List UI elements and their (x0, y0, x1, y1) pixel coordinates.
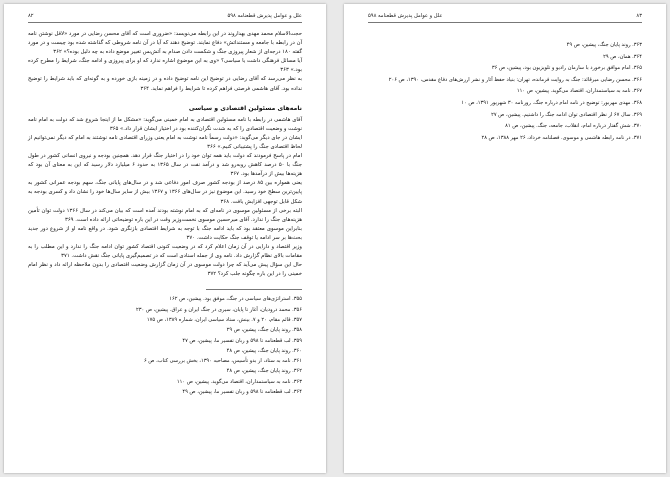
footnote: ۳۵۹. لب قطعنامه تا ۵۹۸ و زبان تفسیر ما، پیشین، ص ۴۷ (182, 337, 302, 344)
page-body (28, 30, 302, 397)
footnote: ۳۶۴. لب قطعنامه تا ۵۹۸ و زبان تفسیر ما، پیشین، ص ۴۹ (182, 389, 302, 396)
footnote-list (368, 40, 642, 144)
body-paragraph: وزیر اقتصاد و دارایی در آن زمان اعلام کرد که در وضعیت کنونی اقتصاد کشور توان ادامه جنگ را ندارد و این مطلب را به مقامات بالای نظام گزارش داد. نامه وی از جمله اسنادی است که در تصمیم‌گیری پایانی جنگ نقش داشت. ۳۷۱ (28, 243, 302, 260)
body-paragraph: آقای هاشمی در رابطه با نامه مسئولین اقتصادی به امام خمینی می‌گوید: «مشکل ما از اینجا شروع شد که دولت به امام نامه نوشت و وضعیت اقتصادی را که به شدت نگران‌کننده بود در اختیار ایشان قرار داد.» ۳۶۵ (28, 116, 302, 132)
running-title: علل و عوامل پذیرش قطعنامه ۵۹۸ (227, 13, 302, 19)
footnote: ۳۷۰. شش گفتار درباره امام، انقلاب، جامعه، جنگ. پیشین، ص ۸۱ (505, 123, 642, 130)
body-paragraph: آیا مسائل فرهنگی داشت یا سیاسی؟ «وی به این موضوع اشاره ندارد که او برای پیروزی و ادامه جنگ، شرایط را مطرح کرده بود.» ۳۶۳ (28, 58, 302, 74)
footnote: ۳۶۳. نامه به سیاستمداران، اقتصاد می‌گوید. پیشین، ص ۱۱۰ (176, 378, 302, 385)
footnote: ۳۶۲. روند پایان جنگ، پیشین، ص ۴۸ (226, 368, 302, 375)
body-paragraph: امام در پاسخ فرمودند که دولت باید همه توان خود را در اختیار جنگ قرار دهد. همچنین بودجه و نیروی انسانی کشور در طول جنگ با ۵۰ درصد کاهش روبه‌رو شد و درآمد نفت در سال ۱۳۶۵ به حدود ۶ میلیارد دلار رسید که این به معنای آن بود که هزینه‌ها بیش از درآمدها بود. ۳۶۷ (28, 153, 302, 178)
footnote: ۳۶۴. همان، ص ۲۹ (603, 53, 642, 60)
footnote: ۳۶۱. نامه به ستاد، از بدو تأسیس، مصاحبه ۱۳۹۰، بخش بررسی کتاب، ص ۶ (143, 358, 302, 365)
footnote: ۳۶۳. روند پایان جنگ، پیشین، ص ۴۹ (566, 42, 642, 48)
body-paragraph: بنابراین موسوی معتقد بود که باید ادامه جنگ با توجه به شرایط اقتصادی بازنگری شود. در واقع نامه او از شروع دور جدید بحث‌ها بر سر ادامه یا توقف جنگ حکایت داشت. ۳۷۰ (28, 225, 302, 241)
footnote: ۳۶۵. امام موافق برخورد با سازمان رادیو و تلویزیون بود، پیشین، ص ۳۶ (491, 65, 642, 72)
footnote: ۳۵۵. استراتژی‌های سیاسی در جنگ، موفق بود. پیشین، ص ۱۶۲ (169, 296, 302, 303)
footnote-separator (206, 289, 302, 290)
body-paragraph: یعنی همواره بین ۸۵ درصد از بودجه کشور صرف امور دفاعی شد و در سال‌های پایانی جنگ، سهم بودجه عمرانی کشور به پایین‌ترین سطح خود رسید. این موضوع نیز در سال‌های ۱۳۶۶ و ۱۳۶۷ بیش از سایر سال‌ها خود را نشان داد و کسری بودجه به شکل قابل توجهی افزایش یافت. ۳۶۸ (28, 180, 302, 205)
body-paragraph: به نظر می‌رسد که آقای رضایی در توضیح این نامه توضیح داده و در زمینه بازی خورده و به گونه‌ای که باید شرایط را توضیح نداده بود. آقای هاشمی فرصتی فراهم کرده تا شرایط را فراهم نماید. ۳۶۴ (28, 76, 302, 92)
footnote-list (28, 294, 302, 397)
page-header (28, 12, 302, 23)
footnote: ۳۵۷. قائم مقام، ۲۰ و ۷. بینش، ستاد سیاسی ایران، شماره ۱۳۸۹، ص ۱۷۵ (146, 316, 302, 323)
page-header (368, 12, 642, 23)
footnote: ۳۷۱. در نامه رابطه هاشمی و موسوی. فصلنامه خرداد، ۲۶ مهر ۱۳۸۸، ص ۲۸ (481, 134, 642, 141)
footnote: ۳۶۸. مهدی مهربور: توضیح در نامه امام درباره جنگ. روزنامه ۳۰ شهریور ۱۳۹۱، ص ۱۰ (461, 99, 642, 106)
page-number: ۸۳ (636, 13, 642, 19)
footnote: ۳۶۹. سال ۶۷ از نظر اقتصادی توان ادامه جنگ را داشتیم. پیشین، ص ۲۷ (491, 111, 642, 118)
body-paragraph: حجت‌الاسلام محمد مهدی بهداروند در این رابطه می‌نویسد: «ضروری است که آقای محسن رضایی در مورد «لاقل نوشتن نامه آن در رابطه با جامعه و مستنداتش» دفاع نمایند. توضیح دهند که آیا در آن نامه شروطی که گذاشته شده بود چیست و در مورد گفته ۱۸۰ درجه‌ای از شعار پیروزی جنگ و شکست دادن صدام به آتش‌بس تغییر موضع داده به چه دلیل بوده؟» ۳۶۲ (28, 31, 302, 56)
left-page (4, 4, 326, 473)
footnote: ۳۶۶. محسن رضایی میرقائد: جنگ به روایت فرمانده، تهران: بنیاد حفظ آثار و نشر ارزش‌های دفاع مقدس، ۱۳۹۰، ص ۲۰۶ (388, 76, 642, 83)
footnote: ۳۶۰. روند پایان جنگ، پیشین، ص ۴۸ (226, 347, 302, 354)
section-heading: نامه‌های مسئولین اقتصادی و سیاسی (188, 104, 302, 112)
body-paragraph: حال این سؤال پیش می‌آید که چرا دولت موسوی در آن زمان گزارش وضعیت اقتصادی را بدون ملاحظه ارائه داد و نظر امام خمینی را در این باره چگونه جلب کرد؟ ۳۷۲ (28, 262, 302, 278)
running-title: علل و عوامل پذیرش قطعنامه ۵۹۸ (368, 13, 443, 19)
footnote: ۳۵۸. روند پایان جنگ، پیشین، ص ۲۹ (226, 327, 302, 334)
right-page (344, 4, 666, 473)
body-paragraph: ایشان در جای دیگر می‌گوید: «دولت رسماً نامه نوشت به امام یعنی وزرای اقتصادی نامه نوشتند به امام که دیگر نمی‌توانیم از لحاظ اقتصادی جنگ را پشتیبانی کنیم.» ۳۶۶ (28, 134, 302, 150)
body-paragraph: البته برخی از مسئولین موسوی در نامه‌ای که به امام نوشته بودند آمده است که بیان می‌کند در سال ۱۳۶۶ دولت توان تأمین هزینه‌های جنگ را ندارد. آقای میرحسین موسوی نخست‌وزیر وقت در این باره توضیحاتی ارائه داده است. ۳۶۹ (28, 207, 302, 223)
footnote: ۳۵۶. محمد درودیان، آغاز تا پایان، سیری در جنگ ایران و عراق. پیشین، ص ۲۳۰ (136, 306, 302, 313)
page-body (368, 40, 642, 144)
page-number: ۸۲ (28, 13, 34, 19)
footnote: ۳۶۷. نامه به سیاستمداران، اقتصاد می‌گوید. پیشین، ص ۱۱۰ (516, 88, 642, 95)
